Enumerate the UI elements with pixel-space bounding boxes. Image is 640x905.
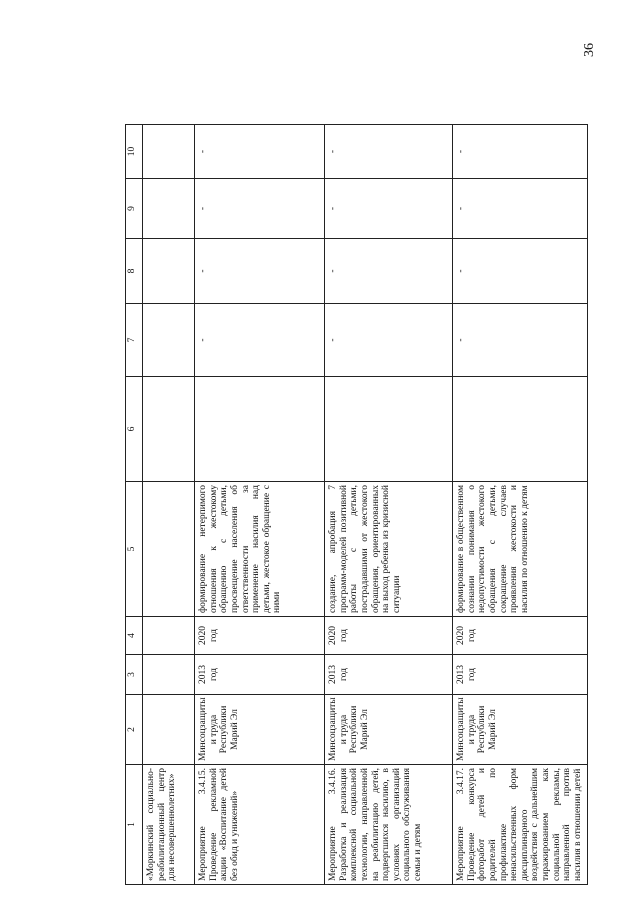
- cell-col10: -: [195, 125, 325, 179]
- cell-col6: [195, 377, 325, 482]
- cell-result: формирование в общественном сознании понимания о недопустимости жестокого обращения с детьми, сокращение случаев проявления жестокости и насилия по отношению к детям: [453, 482, 588, 617]
- header-cell: 5: [126, 482, 143, 617]
- cell-col9: -: [453, 179, 588, 239]
- cell-executor: Минсоцзащиты и труда Республики Марий Эл: [325, 695, 453, 765]
- cell-executor: Минсоцзащиты и труда Республики Марий Эл: [195, 695, 325, 765]
- cell-col9: -: [325, 179, 453, 239]
- header-cell: 8: [126, 239, 143, 304]
- header-cell: 4: [126, 617, 143, 655]
- cell-col9: -: [195, 179, 325, 239]
- cell-end-year: 2020 год: [195, 617, 325, 655]
- cell-start-year: [143, 655, 195, 695]
- header-cell: 7: [126, 304, 143, 377]
- cell-col7: -: [195, 304, 325, 377]
- cell-col7: -: [453, 304, 588, 377]
- cell-end-year: [143, 617, 195, 655]
- cell-measure: Мероприятие 3.4.16. Разработка и реализация комплексной социальной технологии, направленной на реабилитацию детей, подвергшихся насилию, в условиях организаций социального обслуживания семьи и детям: [325, 765, 453, 885]
- cell-result: формирование нетерпимого отношения к жестокому обращению с детьми, просвещение населения об ответственности за применение насилия над детьми, жестокое обращение с ними: [195, 482, 325, 617]
- cell-col10: -: [453, 125, 588, 179]
- header-cell: 6: [126, 377, 143, 482]
- header-cell: 3: [126, 655, 143, 695]
- cell-measure: Мероприятие 3.4.17. Проведение конкурса фоторабот детей и родителей по профилактике ненасильственных форм дисциплинарного воздействия с дальнейшим тиражированием как социальной рекламы, направленной против насилия в отношении детей: [453, 765, 588, 885]
- table-row: [195, 125, 325, 885]
- cell-start-year: 2013 год: [453, 655, 588, 695]
- table-row: [143, 125, 195, 885]
- cell-end-year: 2020 год: [325, 617, 453, 655]
- cell-col6: [325, 377, 453, 482]
- cell-col6: [453, 377, 588, 482]
- cell-col6: [143, 377, 195, 482]
- header-row: [126, 125, 143, 885]
- cell-col8: -: [325, 239, 453, 304]
- cell-result: [143, 482, 195, 617]
- cell-col8: -: [453, 239, 588, 304]
- cell-executor: [143, 695, 195, 765]
- cell-start-year: 2013 год: [325, 655, 453, 695]
- cell-end-year: 2020 год: [453, 617, 588, 655]
- cell-result: создание, апробация 7 программ-моделей позитивной работы с детьми, пострадавшими от жестокого обращения, ориентированных на выход ребенка из кризисной ситуации: [325, 482, 453, 617]
- measures-table: [125, 124, 588, 885]
- cell-col10: -: [325, 125, 453, 179]
- cell-col8: -: [195, 239, 325, 304]
- header-cell: 1: [126, 765, 143, 885]
- cell-executor: Минсоцзащиты и труда Республики Марий Эл: [453, 695, 588, 765]
- header-cell: 10: [126, 125, 143, 179]
- cell-measure: Мероприятие 3.4.15. Проведение рекламной акции «Воспитание детей без обид и унижений»: [195, 765, 325, 885]
- page-number: 36: [582, 43, 597, 57]
- header-cell: 2: [126, 695, 143, 765]
- cell-col7: -: [325, 304, 453, 377]
- cell-col7: [143, 304, 195, 377]
- cell-col8: [143, 239, 195, 304]
- cell-col10: [143, 125, 195, 179]
- cell-start-year: 2013 год: [195, 655, 325, 695]
- table-row: [453, 125, 588, 885]
- table-row: [325, 125, 453, 885]
- cell-measure: «Моркинский социально-реабилитационный центр для несовершеннолетних»: [143, 765, 195, 885]
- rotated-table-container: [125, 125, 583, 885]
- cell-col9: [143, 179, 195, 239]
- header-cell: 9: [126, 179, 143, 239]
